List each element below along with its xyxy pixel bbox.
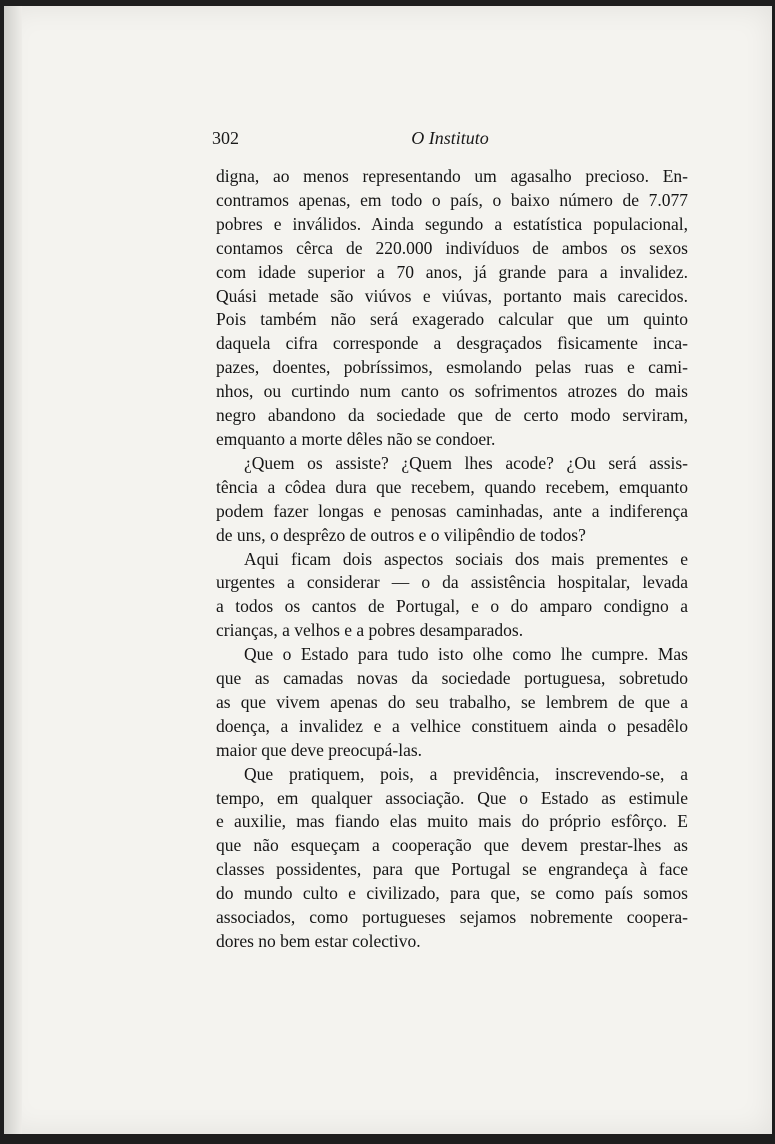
text-line: doença, a invalidez e a velhice constituem ainda o pesadêlo bbox=[216, 715, 688, 736]
text-line: pobres e inválidos. Ainda segundo a estatística populacional, bbox=[216, 213, 688, 234]
text-line: urgentes a considerar — o da assistência hospitalar, levada bbox=[216, 572, 688, 593]
paragraph bbox=[216, 452, 688, 548]
text-line: nhos, ou curtindo num canto os sofrimentos atrozes do mais bbox=[216, 381, 688, 402]
text-line: que as camadas novas da sociedade portuguesa, sobretudo bbox=[216, 668, 688, 689]
text-line: pazes, doentes, pobríssimos, esmolando pelas ruas e cami- bbox=[216, 357, 688, 378]
paragraph bbox=[216, 763, 688, 954]
text-line: contamos cêrca de 220.000 indivíduos de ambos os sexos bbox=[216, 237, 688, 258]
text-line: Que pratiquem, pois, a previdência, inscrevendo-se, a bbox=[244, 763, 688, 784]
text-line: que não esqueçam a cooperação que devem prestar-lhes as bbox=[216, 835, 688, 856]
text-line: ¿Quem os assiste? ¿Quem lhes acode? ¿Ou será assis- bbox=[244, 452, 688, 473]
text-line: contramos apenas, em todo o país, o baixo número de 7.077 bbox=[216, 189, 688, 210]
text-line: a todos os cantos de Portugal, e o do amparo condigno a bbox=[216, 596, 688, 617]
text-line: as que vivem apenas do seu trabalho, se lembrem de que a bbox=[216, 691, 688, 712]
text-line: com idade superior a 70 anos, já grande para a invalidez. bbox=[216, 261, 688, 282]
paragraph bbox=[216, 643, 688, 763]
text-line: tempo, em qualquer associação. Que o Estado as estimule bbox=[216, 787, 688, 808]
running-title: O Instituto bbox=[411, 128, 489, 148]
text-line: digna, ao menos representando um agasalho precioso. En- bbox=[216, 166, 688, 186]
paragraph bbox=[216, 548, 688, 644]
text-line: negro abandono da sociedade que de certo modo serviram, bbox=[216, 405, 688, 426]
page-gutter bbox=[4, 6, 22, 1134]
text-line: maior que deve preocupá-las. bbox=[216, 739, 423, 760]
page-number: 302 bbox=[212, 128, 239, 148]
page-header bbox=[212, 128, 688, 154]
text-line: podem fazer longas e penosas caminhadas, ante a indiferença bbox=[216, 500, 688, 521]
text-line: daquela cifra corresponde a desgraçados fìsicamente inca- bbox=[216, 333, 688, 354]
text-line: emquanto a morte dêles não se condoer. bbox=[216, 428, 496, 449]
text-line: associados, como portugueses sejamos nobremente coopera- bbox=[216, 907, 688, 928]
text-line: e auxilie, mas fiando elas muito mais do próprio esfôrço. E bbox=[216, 811, 688, 832]
text-line: de uns, o desprêzo de outros e o vilipêndio de todos? bbox=[216, 524, 586, 545]
text-line: tência a côdea dura que recebem, quando recebem, emquanto bbox=[216, 476, 688, 497]
text-line: crianças, a velhos e a pobres desamparados. bbox=[216, 620, 524, 641]
text-line: Pois também não será exagerado calcular que um quinto bbox=[216, 309, 688, 330]
paragraph bbox=[216, 165, 688, 452]
text-line: Que o Estado para tudo isto olhe como lhe cumpre. Mas bbox=[244, 644, 688, 665]
text-line: classes possidentes, para que Portugal se engrandeça à face bbox=[216, 859, 688, 880]
text-line: Aqui ficam dois aspectos sociais dos mais prementes e bbox=[244, 548, 688, 569]
text-line: dores no bem estar colectivo. bbox=[216, 931, 421, 951]
text-line: Quási metade são viúvos e viúvas, portanto mais carecidos. bbox=[216, 285, 688, 306]
text-line: do mundo culto e civilizado, para que, se como país somos bbox=[216, 883, 688, 904]
body-text bbox=[216, 165, 688, 954]
